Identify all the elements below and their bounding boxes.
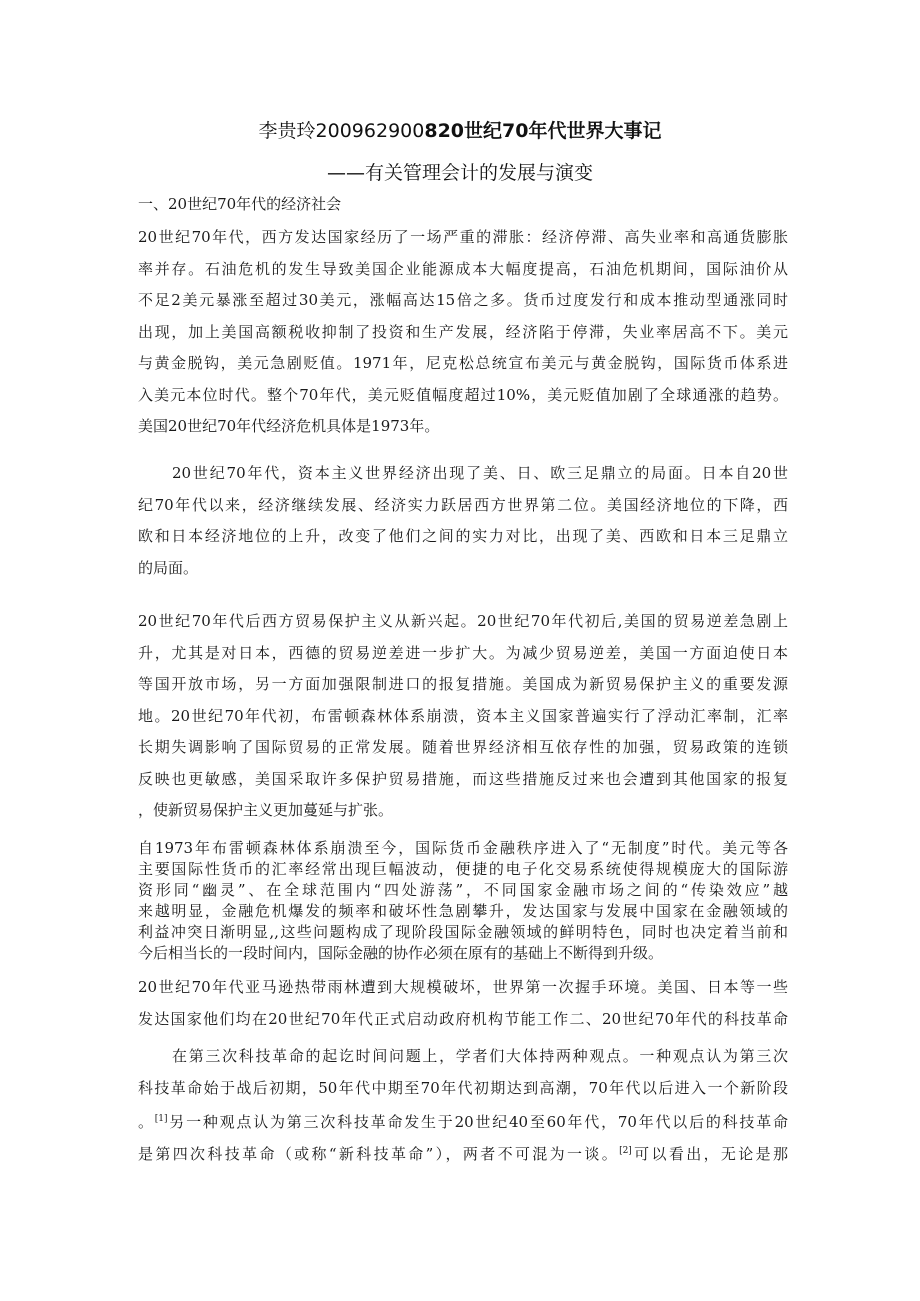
paragraph-2	[138, 458, 788, 584]
text-line: 科技革命始于战后初期，50年代中期至70年代初期达到高潮，70年代以后进入一个新阶段	[138, 1078, 788, 1097]
text-line: 20世纪70年代亚马逊热带雨林遭到大规模破坏，世界第一次握手环境。美国、日本等一些	[138, 978, 788, 996]
text-fragment: 。	[138, 1113, 155, 1131]
text-line: 不足2美元暴涨至超过30美元，涨幅高达15倍之多。货币过度发行和成本推动型通涨同时	[138, 291, 788, 309]
text-line: 地。20世纪70年代初，布雷顿森林体系崩溃，资本主义国家普遍实行了浮动汇率制，汇率	[138, 706, 788, 725]
title-main: 820世纪70年代世界大事记	[424, 120, 662, 142]
text-fragment: 可以看出，无论是那	[631, 1144, 788, 1163]
text-line: 的局面。	[138, 558, 199, 577]
text-fragment: 另一种观点认为第三次科技革命发生于20世纪40至60年代，70年代以后的科技革命	[167, 1113, 788, 1131]
paragraph-3	[138, 606, 788, 827]
text-line: 美国20世纪70年代经济危机具体是1973年。	[138, 417, 440, 435]
document-subtitle: ——有关管理会计的发展与演变	[326, 162, 593, 184]
paragraph-6	[138, 1041, 788, 1167]
text-line: 反映也更敏感，美国采取许多保护贸易措施，而这些措施反过来也会遭到其他国家的报复	[138, 769, 788, 788]
text-line: 等国开放市场，另一方面加强限制进口的报复措施。美国成为新贸易保护主义的重要发源	[138, 675, 788, 693]
reference-marker[interactable]: [2]	[619, 1145, 632, 1156]
text-line: 20世纪70年代后西方贸易保护主义从新兴起。20世纪70年代初后,美国的贸易逆差急剧上	[138, 612, 788, 630]
text-line: 今后相当长的一段时间内，国际金融的协作必须在原有的基础上不断得到升级。	[138, 944, 664, 962]
text-line: 率并存。石油危机的发生导致美国企业能源成本大幅度提高，石油危机期间，国际油价从	[138, 259, 788, 278]
text-line: 主要国际性货币的汇率经常出现巨幅波动，便捷的电子化交易系统使得规模庞大的国际游	[138, 860, 788, 878]
text-line: ，使新贸易保护主义更加蔓延与扩张。	[138, 801, 394, 819]
text-line: 来越明显，金融危机爆发的频率和破坏性急剧攀升，发达国家与发展中国家在金融领域的	[138, 902, 788, 920]
text-line	[138, 1136, 788, 1168]
paragraph-4	[138, 838, 788, 964]
text-line: 资形同“幽灵”、在全球范围内“四处游荡”，不同国家金融市场之间的“传染效应”越	[138, 881, 788, 899]
reference-marker[interactable]: [1]	[154, 1114, 168, 1124]
text-line: 发达国家他们均在20世纪70年代正式启动政府机构节能工作二、20世纪70年代的科技革命	[138, 1009, 788, 1028]
text-line: 升，尤其是对日本，西德的贸易逆差进一步扩大。为减少贸易逆差，美国一方面迫使日本	[138, 643, 788, 662]
section-heading-1: 一、20世纪70年代的经济社会	[138, 195, 342, 213]
text-line: 与黄金脱钩，美元急剧贬值。1971年，尼克松总统宣布美元与黄金脱钩，国际货币体系进	[138, 354, 788, 372]
text-line	[138, 1104, 788, 1136]
text-line: 自1973年布雷顿森林体系崩溃至今，国际货币金融秩序进入了“无制度”时代。美元等各	[138, 839, 788, 857]
text-line: 入美元本位时代。整个70年代，美元贬值幅度超过10%，美元贬值加剧了全球通涨的趋势。	[138, 385, 788, 404]
text-line: 20世纪70年代，资本主义世界经济出现了美、日、欧三足鼎立的局面。日本自20世	[172, 464, 788, 482]
text-line: 长期失调影响了国际贸易的正常发展。随着世界经济相互依存性的加强，贸易政策的连锁	[138, 738, 788, 756]
text-line: 欧和日本经济地位的上升，改变了他们之间的实力对比，出现了美、西欧和日本三足鼎立	[138, 527, 788, 545]
paragraph-1	[138, 222, 788, 443]
text-line: 出现，加上美国高额税收抑制了投资和生产发展，经济陷于停滞，失业率居高不下。美元	[138, 322, 788, 341]
text-fragment: 是第四次科技革命（或称“新科技革命”），两者不可混为一谈。	[138, 1144, 620, 1163]
title-prefix: 李贵玲200962900	[258, 120, 425, 142]
text-line: 纪70年代以来，经济继续发展、经济实力跃居西方世界第二位。美国经济地位的下降，西	[138, 495, 788, 514]
text-line: 20世纪70年代，西方发达国家经历了一场严重的滞胀：经济停滞、高失业率和高通货膨胀	[138, 228, 788, 246]
document-title	[0, 116, 920, 143]
paragraph-5	[138, 972, 788, 1035]
text-line: 在第三次科技革命的起讫时间问题上，学者们大体持两种观点。一种观点认为第三次	[172, 1047, 788, 1065]
text-line: 利益冲突日渐明显,,这些问题构成了现阶段国际金融领域的鲜明特色，同时也决定着当前和	[138, 923, 788, 941]
